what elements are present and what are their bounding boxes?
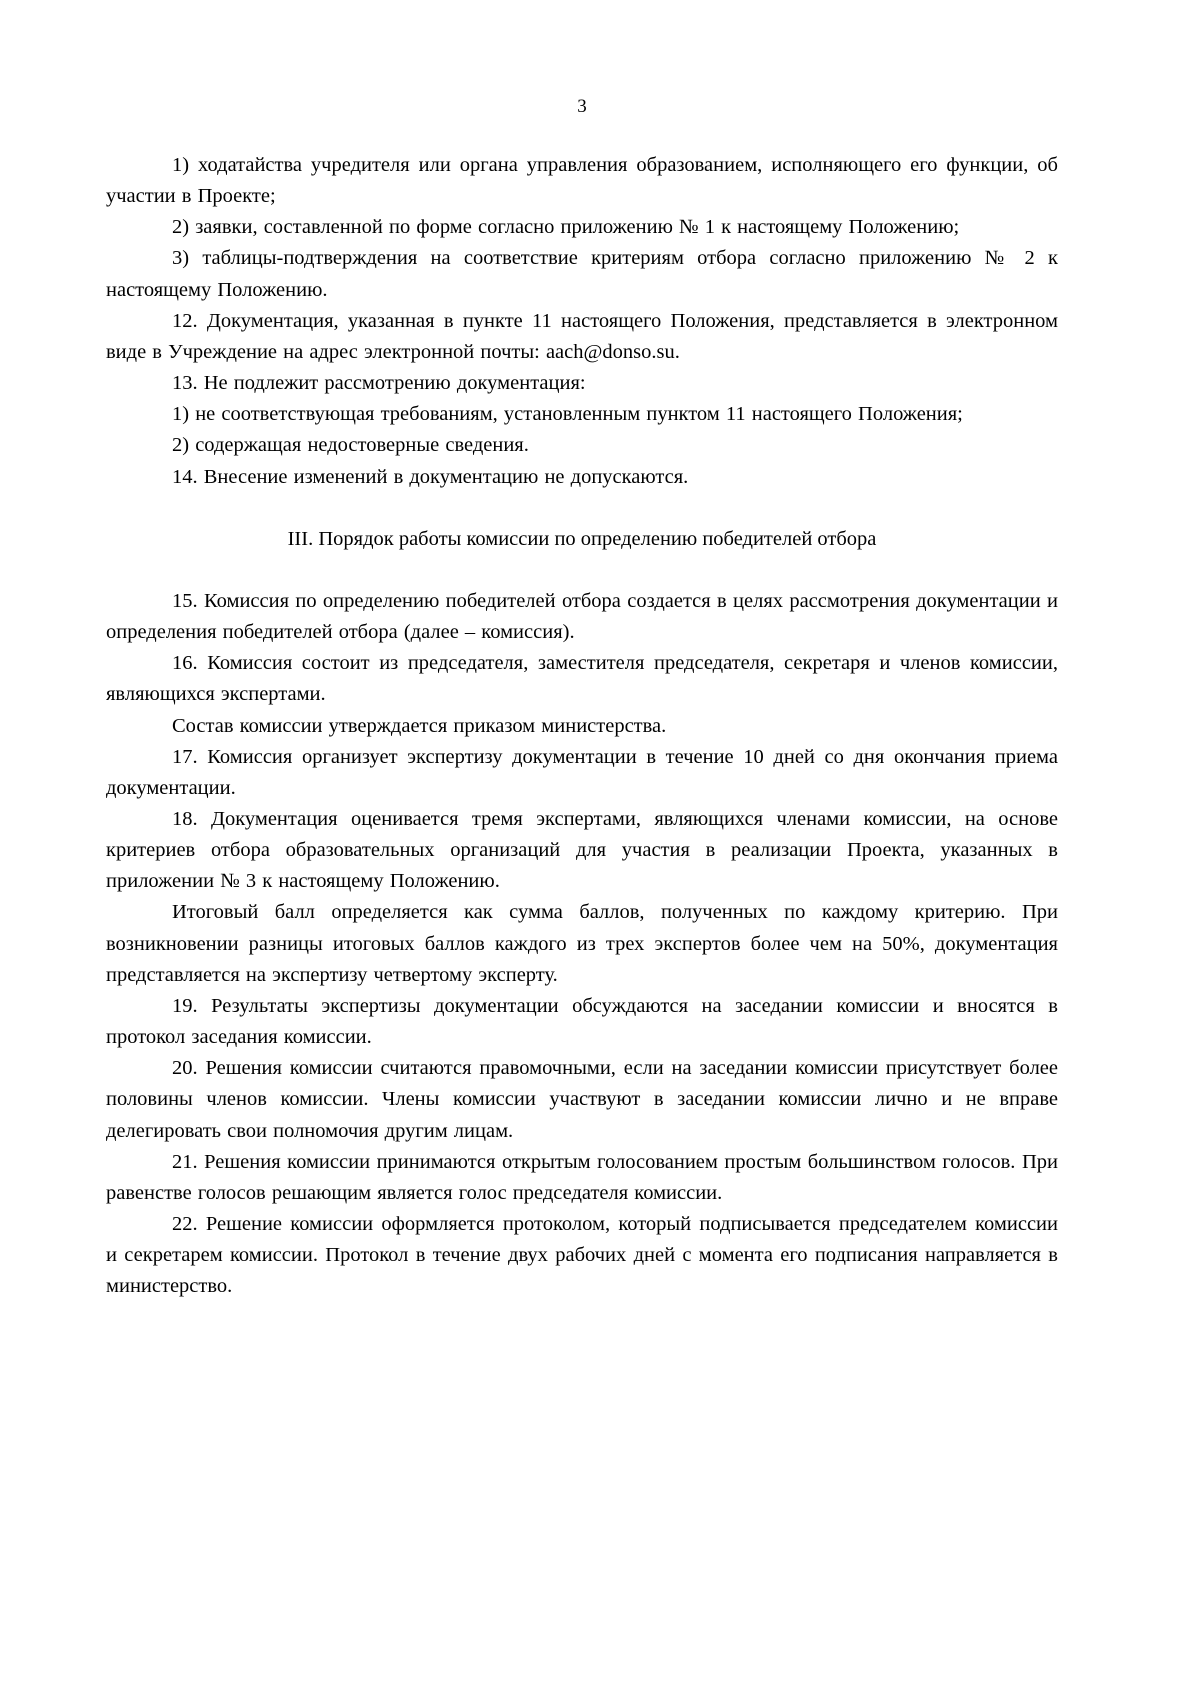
- paragraph: 2) заявки, составленной по форме согласно приложению № 1 к настоящему Положению;: [172, 216, 960, 239]
- section-heading: III. Порядок работы комиссии по определению победителей отбора: [287, 527, 877, 550]
- page-number: 3: [577, 96, 587, 117]
- paragraph: 1) ходатайства учредителя или органа управления образованием, исполняющего его функции, об участии в Проекте;: [106, 154, 1058, 208]
- paragraph: 2) содержащая недостоверные сведения.: [172, 434, 529, 457]
- paragraph: 13. Не подлежит рассмотрению документация:: [172, 372, 586, 395]
- paragraph: 14. Внесение изменений в документацию не допускаются.: [172, 465, 689, 488]
- paragraph: 1) не соответствующая требованиям, установленным пунктом 11 настоящего Положения;: [172, 403, 963, 426]
- paragraph: Состав комиссии утверждается приказом министерства.: [172, 714, 667, 737]
- paragraph: 20. Решения комиссии считаются правомочными, если на заседании комиссии присутствует более половины членов комиссии. Члены комиссии участвуют в заседании комиссии лично и не вправе делегировать свои полномочия другим лицам.: [106, 1057, 1058, 1142]
- paragraph: 12. Документация, указанная в пункте 11 настоящего Положения, представляется в электронном виде в Учреждение на адрес электронной почты: aach@donso.su.: [106, 309, 1058, 363]
- paragraph: 17. Комиссия организует экспертизу документации в течение 10 дней со дня окончания приема документации.: [106, 745, 1058, 799]
- paragraph: 19. Результаты экспертизы документации обсуждаются на заседании комиссии и вносятся в протокол заседания комиссии.: [106, 994, 1058, 1049]
- paragraph: 22. Решение комиссии оформляется протоколом, который подписывается председателем комиссии и секретарем комиссии. Протокол в течение двух рабочих дней с момента его подписания направляется в министерство.: [106, 1213, 1058, 1298]
- paragraph: 18. Документация оценивается тремя экспертами, являющихся членами комиссии, на основе критериев отбора образовательных организаций для участия в реализации Проекта, указанных в приложении № 3 к настоящему Положению.: [106, 807, 1058, 893]
- paragraph: 3) таблицы-подтверждения на соответствие критериям отбора согласно приложению № 2 к настоящему Положению.: [106, 247, 1058, 301]
- paragraph: 16. Комиссия состоит из председателя, заместителя председателя, секретаря и членов комиссии, являющихся экспертами.: [106, 652, 1058, 706]
- paragraph: Итоговый балл определяется как сумма баллов, полученных по каждому критерию. При возникновении разницы итоговых баллов каждого из трех экспертов более чем на 50%, документация представляется на экспертизу четвертому эксперту.: [106, 901, 1058, 986]
- paragraph: 21. Решения комиссии принимаются открытым голосованием простым большинством голосов. При равенстве голосов решающим является голос председателя комиссии.: [106, 1150, 1058, 1204]
- paragraph: 15. Комиссия по определению победителей отбора создается в целях рассмотрения документации и определения победителей отбора (далее – комиссия).: [106, 589, 1058, 644]
